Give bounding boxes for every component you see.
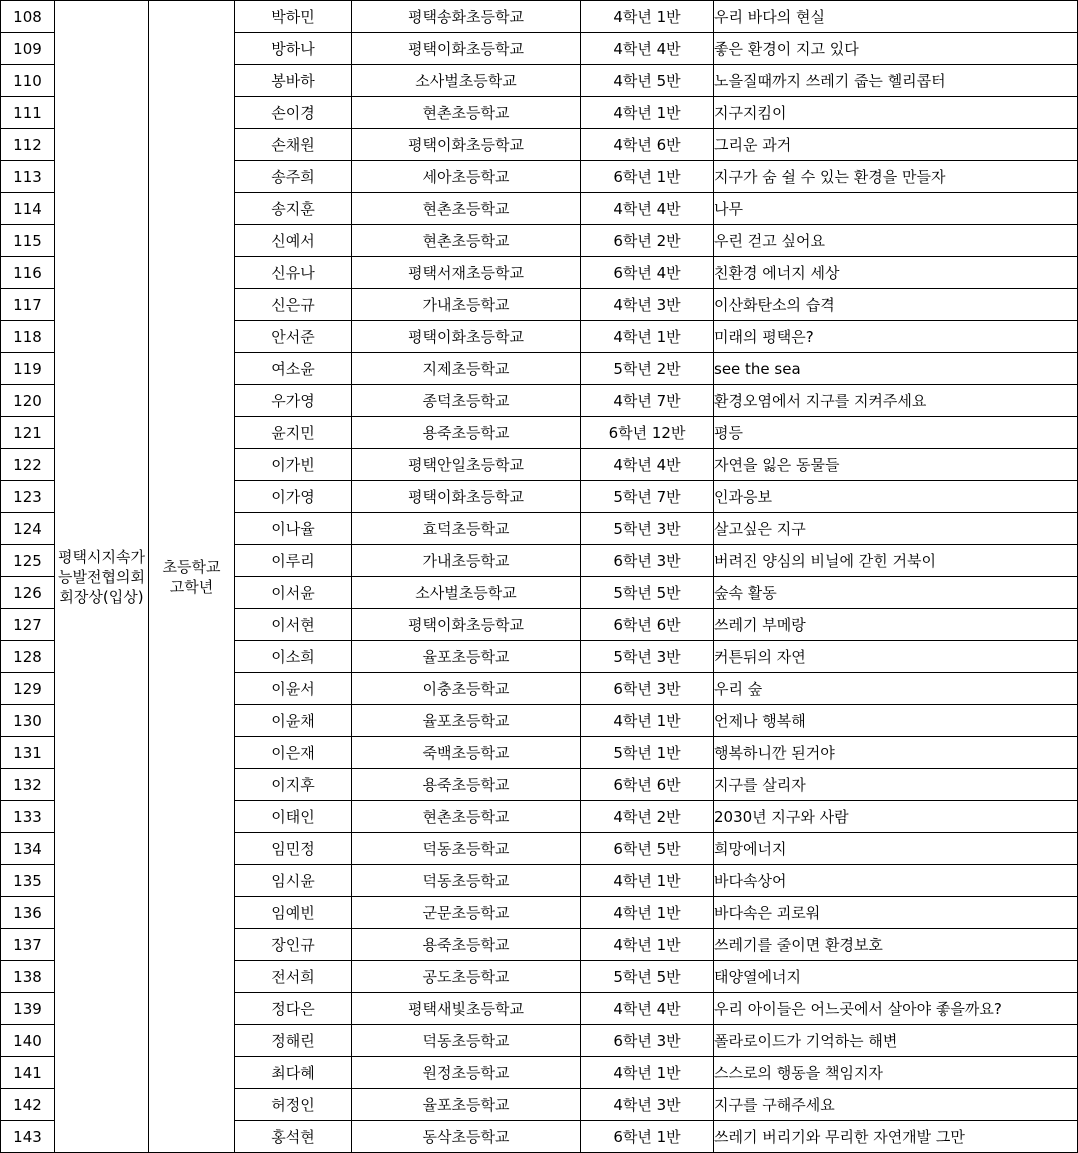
work-title-cell: 우리 아이들은 어느곳에서 살아야 좋을까요? [714, 993, 1078, 1025]
work-title-cell: see the sea [714, 353, 1078, 385]
work-title-cell: 살고싶은 지구 [714, 513, 1078, 545]
row-number-cell: 113 [1, 161, 55, 193]
work-title-cell: 태양열에너지 [714, 961, 1078, 993]
work-title-cell: 바다속상어 [714, 865, 1078, 897]
row-number-cell: 123 [1, 481, 55, 513]
work-title-cell: 버려진 양심의 비닐에 갇힌 거북이 [714, 545, 1078, 577]
row-number-cell: 142 [1, 1089, 55, 1121]
school-cell: 용죽초등학교 [352, 417, 581, 449]
grade-class-cell: 4학년 6반 [581, 129, 714, 161]
work-title-cell: 우린 걷고 싶어요 [714, 225, 1078, 257]
student-name-cell: 최다혜 [235, 1057, 352, 1089]
grade-class-cell: 6학년 6반 [581, 609, 714, 641]
work-title-cell: 우리 숲 [714, 673, 1078, 705]
student-name-cell: 이소희 [235, 641, 352, 673]
row-number-cell: 126 [1, 577, 55, 609]
award-line: 회장상(입상) [59, 587, 144, 606]
school-cell: 율포초등학교 [352, 641, 581, 673]
grade-class-cell: 5학년 3반 [581, 513, 714, 545]
grade-class-cell: 4학년 3반 [581, 1089, 714, 1121]
school-cell: 원정초등학교 [352, 1057, 581, 1089]
row-number-cell: 132 [1, 769, 55, 801]
category-line: 초등학교 [162, 557, 221, 576]
grade-class-cell: 6학년 1반 [581, 161, 714, 193]
school-cell: 동삭초등학교 [352, 1121, 581, 1153]
work-title-cell: 환경오염에서 지구를 지켜주세요 [714, 385, 1078, 417]
work-title-cell: 친환경 에너지 세상 [714, 257, 1078, 289]
row-number-cell: 127 [1, 609, 55, 641]
student-name-cell: 손채원 [235, 129, 352, 161]
school-cell: 덕동초등학교 [352, 865, 581, 897]
school-cell: 평택이화초등학교 [352, 481, 581, 513]
student-name-cell: 이윤서 [235, 673, 352, 705]
grade-class-cell: 5학년 1반 [581, 737, 714, 769]
work-title-cell: 지구가 숨 쉴 수 있는 환경을 만들자 [714, 161, 1078, 193]
category-cell [149, 1, 235, 1153]
row-number-cell: 136 [1, 897, 55, 929]
school-cell: 평택새빛초등학교 [352, 993, 581, 1025]
school-cell: 소사벌초등학교 [352, 65, 581, 97]
grade-class-cell: 4학년 4반 [581, 449, 714, 481]
work-title-cell: 커튼뒤의 자연 [714, 641, 1078, 673]
row-number-cell: 119 [1, 353, 55, 385]
work-title-cell: 지구지킴이 [714, 97, 1078, 129]
row-number-cell: 137 [1, 929, 55, 961]
work-title-cell: 좋은 환경이 지고 있다 [714, 33, 1078, 65]
school-cell: 종덕초등학교 [352, 385, 581, 417]
work-title-cell: 2030년 지구와 사람 [714, 801, 1078, 833]
grade-class-cell: 4학년 1반 [581, 1057, 714, 1089]
grade-class-cell: 6학년 3반 [581, 545, 714, 577]
row-number-cell: 121 [1, 417, 55, 449]
student-name-cell: 이서윤 [235, 577, 352, 609]
work-title-cell: 노을질때까지 쓰레기 줍는 헬리콥터 [714, 65, 1078, 97]
award-line: 능발전협의회 [58, 567, 145, 586]
grade-class-cell: 4학년 1반 [581, 1, 714, 33]
student-name-cell: 전서희 [235, 961, 352, 993]
work-title-cell: 행복하니깐 된거야 [714, 737, 1078, 769]
work-title-cell: 평등 [714, 417, 1078, 449]
student-name-cell: 신은규 [235, 289, 352, 321]
student-name-cell: 이나율 [235, 513, 352, 545]
row-number-cell: 129 [1, 673, 55, 705]
student-name-cell: 장인규 [235, 929, 352, 961]
school-cell: 현촌초등학교 [352, 225, 581, 257]
grade-class-cell: 6학년 5반 [581, 833, 714, 865]
student-name-cell: 송지훈 [235, 193, 352, 225]
table-body [1, 1, 1078, 1153]
row-number-cell: 133 [1, 801, 55, 833]
work-title-cell: 폴라로이드가 기억하는 해변 [714, 1025, 1078, 1057]
grade-class-cell: 4학년 1반 [581, 705, 714, 737]
work-title-cell: 이산화탄소의 습격 [714, 289, 1078, 321]
school-cell: 가내초등학교 [352, 289, 581, 321]
row-number-cell: 122 [1, 449, 55, 481]
work-title-cell: 인과응보 [714, 481, 1078, 513]
grade-class-cell: 4학년 2반 [581, 801, 714, 833]
grade-class-cell: 5학년 5반 [581, 577, 714, 609]
grade-class-cell: 6학년 12반 [581, 417, 714, 449]
award-line: 평택시지속가 [58, 547, 145, 566]
row-number-cell: 125 [1, 545, 55, 577]
student-name-cell: 윤지민 [235, 417, 352, 449]
grade-class-cell: 5학년 7반 [581, 481, 714, 513]
row-number-cell: 140 [1, 1025, 55, 1057]
row-number-cell: 128 [1, 641, 55, 673]
category-line: 고학년 [169, 577, 214, 596]
work-title-cell: 자연을 잃은 동물들 [714, 449, 1078, 481]
work-title-cell: 쓰레기를 줄이면 환경보호 [714, 929, 1078, 961]
grade-class-cell: 4학년 7반 [581, 385, 714, 417]
work-title-cell: 쓰레기 부메랑 [714, 609, 1078, 641]
row-number-cell: 134 [1, 833, 55, 865]
student-name-cell: 이윤채 [235, 705, 352, 737]
school-cell: 평택이화초등학교 [352, 129, 581, 161]
grade-class-cell: 5학년 3반 [581, 641, 714, 673]
school-cell: 소사벌초등학교 [352, 577, 581, 609]
student-name-cell: 정해린 [235, 1025, 352, 1057]
grade-class-cell: 6학년 3반 [581, 1025, 714, 1057]
school-cell: 율포초등학교 [352, 1089, 581, 1121]
row-number-cell: 131 [1, 737, 55, 769]
student-name-cell: 손이경 [235, 97, 352, 129]
grade-class-cell: 6학년 6반 [581, 769, 714, 801]
school-cell: 평택이화초등학교 [352, 321, 581, 353]
grade-class-cell: 4학년 1반 [581, 97, 714, 129]
student-name-cell: 정다은 [235, 993, 352, 1025]
school-cell: 지제초등학교 [352, 353, 581, 385]
row-number-cell: 130 [1, 705, 55, 737]
school-cell: 덕동초등학교 [352, 833, 581, 865]
school-cell: 가내초등학교 [352, 545, 581, 577]
grade-class-cell: 6학년 3반 [581, 673, 714, 705]
school-cell: 죽백초등학교 [352, 737, 581, 769]
grade-class-cell: 4학년 3반 [581, 289, 714, 321]
row-number-cell: 138 [1, 961, 55, 993]
student-name-cell: 방하나 [235, 33, 352, 65]
work-title-cell: 지구를 구해주세요 [714, 1089, 1078, 1121]
row-number-cell: 111 [1, 97, 55, 129]
student-name-cell: 박하민 [235, 1, 352, 33]
student-name-cell: 이가영 [235, 481, 352, 513]
student-name-cell: 여소윤 [235, 353, 352, 385]
student-name-cell: 홍석현 [235, 1121, 352, 1153]
student-name-cell: 임예빈 [235, 897, 352, 929]
grade-class-cell: 4학년 1반 [581, 865, 714, 897]
work-title-cell: 희망에너지 [714, 833, 1078, 865]
student-name-cell: 임민정 [235, 833, 352, 865]
school-cell: 용죽초등학교 [352, 769, 581, 801]
grade-class-cell: 6학년 1반 [581, 1121, 714, 1153]
student-name-cell: 이지후 [235, 769, 352, 801]
work-title-cell: 미래의 평택은? [714, 321, 1078, 353]
school-cell: 평택서재초등학교 [352, 257, 581, 289]
grade-class-cell: 6학년 4반 [581, 257, 714, 289]
work-title-cell: 지구를 살리자 [714, 769, 1078, 801]
row-number-cell: 118 [1, 321, 55, 353]
grade-class-cell: 4학년 4반 [581, 33, 714, 65]
student-name-cell: 신유나 [235, 257, 352, 289]
row-number-cell: 117 [1, 289, 55, 321]
row-number-cell: 120 [1, 385, 55, 417]
row-number-cell: 124 [1, 513, 55, 545]
row-number-cell: 108 [1, 1, 55, 33]
row-number-cell: 143 [1, 1121, 55, 1153]
school-cell: 평택이화초등학교 [352, 33, 581, 65]
work-title-cell: 언제나 행복해 [714, 705, 1078, 737]
grade-class-cell: 4학년 4반 [581, 993, 714, 1025]
school-cell: 세아초등학교 [352, 161, 581, 193]
grade-class-cell: 4학년 1반 [581, 929, 714, 961]
work-title-cell: 우리 바다의 현실 [714, 1, 1078, 33]
school-cell: 군문초등학교 [352, 897, 581, 929]
school-cell: 율포초등학교 [352, 705, 581, 737]
school-cell: 평택송화초등학교 [352, 1, 581, 33]
work-title-cell: 나무 [714, 193, 1078, 225]
grade-class-cell: 5학년 2반 [581, 353, 714, 385]
student-name-cell: 임시윤 [235, 865, 352, 897]
grade-class-cell: 4학년 1반 [581, 321, 714, 353]
work-title-cell: 쓰레기 버리기와 무리한 자연개발 그만 [714, 1121, 1078, 1153]
row-number-cell: 110 [1, 65, 55, 97]
student-name-cell: 안서준 [235, 321, 352, 353]
row-number-cell: 112 [1, 129, 55, 161]
row-number-cell: 109 [1, 33, 55, 65]
student-name-cell: 이가빈 [235, 449, 352, 481]
grade-class-cell: 5학년 5반 [581, 961, 714, 993]
student-name-cell: 이서현 [235, 609, 352, 641]
school-cell: 현촌초등학교 [352, 193, 581, 225]
student-name-cell: 봉바하 [235, 65, 352, 97]
work-title-cell: 그리운 과거 [714, 129, 1078, 161]
work-title-cell: 숲속 활동 [714, 577, 1078, 609]
row-number-cell: 139 [1, 993, 55, 1025]
school-cell: 현촌초등학교 [352, 801, 581, 833]
work-title-cell: 바다속은 괴로워 [714, 897, 1078, 929]
award-cell [55, 1, 149, 1153]
student-name-cell: 신예서 [235, 225, 352, 257]
school-cell: 이충초등학교 [352, 673, 581, 705]
grade-class-cell: 6학년 2반 [581, 225, 714, 257]
grade-class-cell: 4학년 5반 [581, 65, 714, 97]
school-cell: 덕동초등학교 [352, 1025, 581, 1057]
student-name-cell: 이은재 [235, 737, 352, 769]
school-cell: 현촌초등학교 [352, 97, 581, 129]
school-cell: 평택이화초등학교 [352, 609, 581, 641]
student-name-cell: 허정인 [235, 1089, 352, 1121]
grade-class-cell: 4학년 4반 [581, 193, 714, 225]
row-number-cell: 115 [1, 225, 55, 257]
row-number-cell: 135 [1, 865, 55, 897]
grade-class-cell: 4학년 1반 [581, 897, 714, 929]
row-number-cell: 114 [1, 193, 55, 225]
school-cell: 공도초등학교 [352, 961, 581, 993]
student-name-cell: 이태인 [235, 801, 352, 833]
row-number-cell: 116 [1, 257, 55, 289]
student-name-cell: 송주희 [235, 161, 352, 193]
student-name-cell: 이루리 [235, 545, 352, 577]
row-number-cell: 141 [1, 1057, 55, 1089]
school-cell: 평택안일초등학교 [352, 449, 581, 481]
school-cell: 효덕초등학교 [352, 513, 581, 545]
student-name-cell: 우가영 [235, 385, 352, 417]
table-row [1, 1, 1078, 33]
school-cell: 용죽초등학교 [352, 929, 581, 961]
work-title-cell: 스스로의 행동을 책임지자 [714, 1057, 1078, 1089]
